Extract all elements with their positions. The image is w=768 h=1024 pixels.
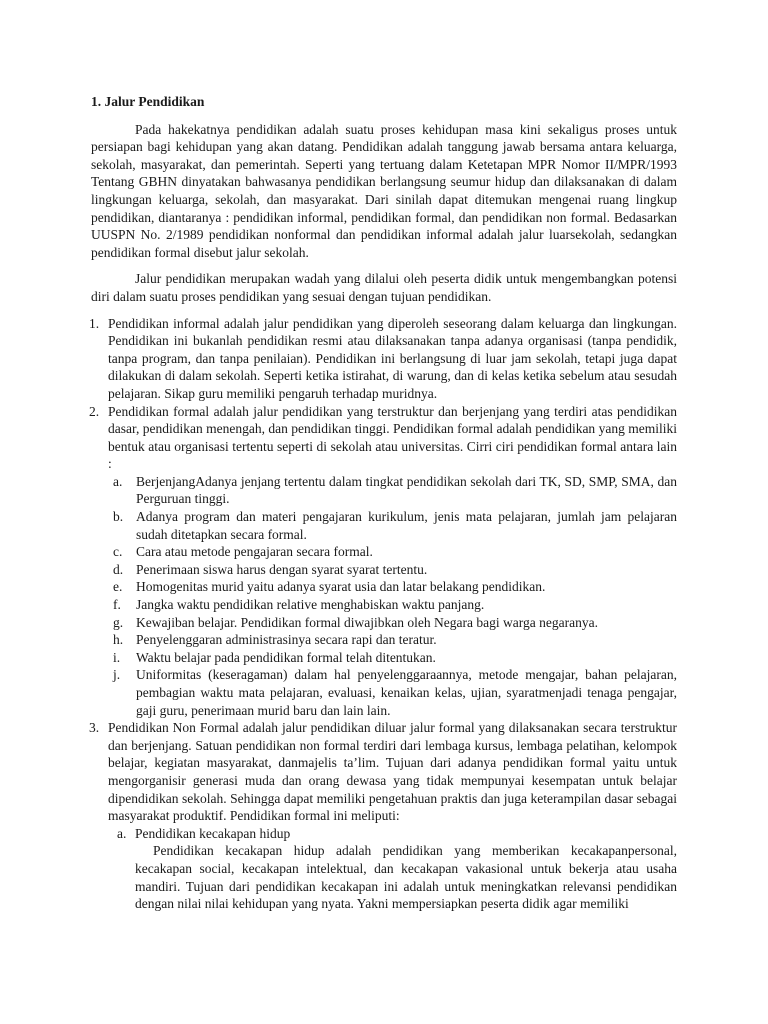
sub-item-title: Pendidikan kecakapan hidup [135, 825, 291, 841]
section-heading: 1. Jalur Pendidikan [91, 94, 205, 109]
sub-list-letter: f. [113, 597, 121, 613]
list-number: 2. [89, 403, 100, 419]
list-item-informal [91, 315, 677, 403]
sub-list-text: Adanya program dan materi pengajaran kurikulum, jenis mata pelajaran, jumlah jam pelajaran sudah ditetapkan secara formal. [136, 509, 677, 542]
sub-list-text: Penerimaan siswa harus dengan syarat syarat tertentu. [136, 561, 428, 577]
sub-list-letter: c. [113, 544, 123, 560]
sub-list-text: BerjenjangAdanya jenjang tertentu dalam tingkat pendidikan sekolah dari TK, SD, SMP, SMA, dan Perguruan tinggi. [136, 473, 677, 507]
sub-list-letter: i. [113, 649, 121, 665]
list-item-text: Pendidikan informal adalah jalur pendidikan yang diperoleh seseorang dalam keluarga dan lingkungan. Pendidikan ini bukanlah pendidikan resmi atau dilaksanakan tanpa adanya organisasi (tanpa pendidik, tanpa program, dan tanpa penilaian). Pendidikan ini berlangsung di luar jam sekolah, tetapi juga dapat dilakukan di dalam sekolah. Seperti ketika istirahat, di warung, dan di kelas ketika sebelum atau sesudah pelajaran. Sikap guru memiliki pengaruh terhadap muridnya. [108, 315, 677, 401]
nonformal-sub-item [108, 825, 677, 913]
list-number: 1. [89, 315, 100, 331]
sub-list-item [108, 473, 677, 508]
paragraph-jalur: Jalur pendidikan merupakan wadah yang dilalui oleh peserta didik untuk mengembangkan potensi diri dalam suatu proses pendidikan yang sesuai dengan tujuan pendidikan. [91, 271, 677, 304]
sub-list-text: Uniformitas (keseragaman) dalam hal penyelenggaraannya, metode mengajar, bahan pelajaran, pembagian waktu mata pelajaran, evaluasi, kenaikan kelas, ujian, syaratmenjadi tenaga pengajar, gaji guru, penerimaan murid baru dan lain lain. [136, 667, 677, 718]
formal-characteristics-list [108, 473, 677, 719]
sub-list-item [108, 578, 677, 596]
sub-list-letter: j. [113, 667, 121, 683]
sub-list-item [108, 508, 677, 543]
sub-list-item [108, 561, 677, 579]
list-item-nonformal [91, 719, 677, 913]
list-item-formal [91, 403, 677, 720]
sub-list-text: Kewajiban belajar. Pendidikan formal diwajibkan oleh Negara bagi warga negaranya. [136, 614, 598, 630]
numbered-list [91, 315, 677, 913]
sub-list-letter: h. [113, 632, 124, 648]
sub-list-item [108, 666, 677, 719]
sub-list-letter: b. [113, 509, 124, 525]
sub-list-letter: g. [113, 614, 124, 630]
sub-list-item [108, 543, 677, 561]
sub-list-letter: a. [117, 825, 127, 841]
sub-item-paragraph: Pendidikan kecakapan hidup adalah pendidikan yang memberikan kecakapanpersonal, kecakapan social, kecakapan intelektual, dan kecakapan vakasional untuk bekerja atau usaha mandiri. Tujuan dari pendidikan kecakapan ini adalah untuk meningkatkan relevansi pendidikan dengan nilai nilai kehidupan yang nyata. Yakni mempersiapkan peserta didik agar memiliki [135, 843, 677, 912]
sub-list-item [108, 614, 677, 632]
sub-list-text: Cara atau metode pengajaran secara formal. [136, 544, 373, 560]
sub-list-item [108, 649, 677, 667]
sub-list-letter: a. [113, 473, 123, 489]
document-page [91, 93, 677, 913]
sub-list-item [108, 631, 677, 649]
list-number: 3. [89, 720, 100, 736]
sub-list-text: Jangka waktu pendidikan relative menghabiskan waktu panjang. [136, 597, 485, 613]
list-item-text: Pendidikan formal adalah jalur pendidikan yang terstruktur dan berjenjang yang terdiri atas pendidikan dasar, pendidikan menengah, dan pendidikan tinggi. Pendidikan formal adalah pendidikan yang memiliki bentuk atau organisasi tertentu seperti di sekolah atau universitas. Cirri ciri pendidikan formal antara lain : [108, 403, 677, 472]
paragraph-intro: Pada hakekatnya pendidikan adalah suatu proses kehidupan masa kini sekaligus proses untuk persiapan bagi kehidupan yang akan datang. Pendidikan adalah tanggung jawab bersama antara keluarga, sekolah, masyarakat, dan pemerintah. Seperti yang tertuang dalam Ketetapan MPR Nomor II/MPR/1993 Tentang GBHN dinyatakan bahwasanya pendidikan berlangsung seumur hidup dan dilaksanakan di dalam lingkungan keluarga, sekolah, dan masyarakat. Dari sinilah dapat ditemukan mengenai ruang lingkup pendidikan, diantaranya : pendidikan informal, pendidikan formal, dan pendidikan non formal. Bedasarkan UUSPN No. 2/1989 pendidikan nonformal dan pendidikan informal adalah jalur luarsekolah, sedangkan pendidikan formal disebut jalur sekolah. [91, 121, 677, 260]
sub-list-text: Waktu belajar pada pendidikan formal telah ditentukan. [136, 649, 436, 665]
sub-list-letter: d. [113, 561, 124, 577]
sub-list-text: Penyelenggaran administrasinya secara rapi dan teratur. [136, 632, 437, 648]
sub-list-item [108, 596, 677, 614]
list-item-text: Pendidikan Non Formal adalah jalur pendidikan diluar jalur formal yang dilaksanakan secara terstruktur dan berjenjang. Satuan pendidikan non formal terdiri dari lembaga kursus, lembaga pelatihan, kelompok belajar, kegiatan masyarakat, danmajelis ta’lim. Tujuan dari adanya pendidikan formal yaitu untuk mengorganisir generasi muda dan orang dewasa yang tidak mempunyai kesempatan untuk belajar dipendidikan sekolah. Sehingga dapat memiliki pengetahuan praktis dan juga keterampilan dasar sebagai masyarakat produktif. Pendidikan formal ini meliputi: [108, 720, 677, 824]
sub-list-letter: e. [113, 579, 123, 595]
sub-list-text: Homogenitas murid yaitu adanya syarat usia dan latar belakang pendidikan. [136, 579, 546, 595]
